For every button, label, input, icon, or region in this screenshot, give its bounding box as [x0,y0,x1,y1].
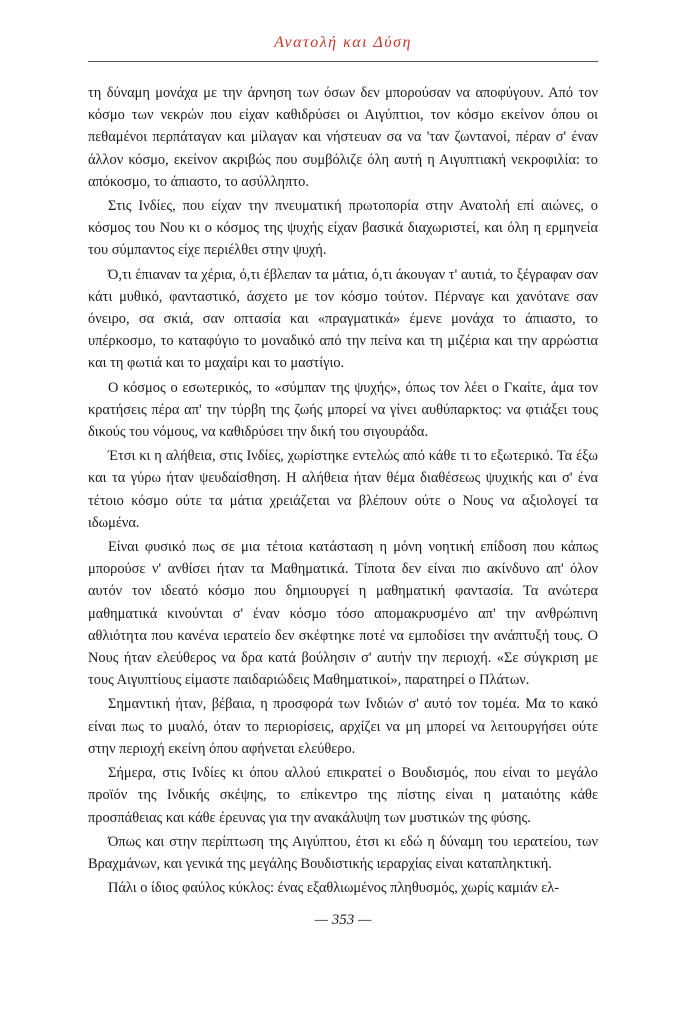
body-text [88,82,598,901]
paragraph: Όπως και στην περίπτωση της Αιγύπτου, έτσι κι εδώ η δύναμη του ιερατείου, των Βραχμάνων, και γενικά της μεγάλης Βουδιστικής ιεραρχίας είναι καταπληκτική. [88,833,598,872]
paragraph: Έτσι κι η αλήθεια, στις Ινδίες, χωρίστηκε εντελώς από κάθε τι το εξωτερικό. Τα έξω και τα γύρω ήταν ψευδαίσθηση. Η αλήθεια ήταν θέμα διαθέσεως ψυχικής και σ' ένα τέτοιο κόσμο ούτε τα μάτια χρειάζεται να βλέπουν ούτε ο Νους να αξιολογεί τα ιδωμένα. [88,448,598,531]
paragraph: Σήμερα, στις Ινδίες κι όπου αλλού επικρατεί ο Βουδισμός, που είναι το μεγάλο προϊόν της Ινδικής σκέψης, το επίκεντρο της πίστης είναι η ματαιότης κάθε προσπάθειας και κάθε έρευνας για την ανακάλυψη των μυστικών της φύσης. [88,765,598,826]
running-title: Ανατολή και Δύση [274,34,412,51]
header-rule [88,61,598,62]
paragraph: Στις Ινδίες, που είχαν την πνευματική πρωτοπορία στην Ανατολή επί αιώνες, ο κόσμος του Νου κι ο κόσμος της ψυχής είχαν βασικά διαχωριστεί, και όλη η ερμηνεία του σύμπαντος είχε περιέλθει στην ψυχή. [88,198,598,259]
paragraph: Είναι φυσικό πως σε μια τέτοια κατάσταση η μόνη νοητική επίδοση που κάπως μπορούσε ν' ανθίσει ήταν τα Μαθηματικά. Τίποτα δεν είναι πιο ακίνδυνο απ' όλον αυτόν τον ιδεατό κόσμο που δημιουργεί η μαθηματική φαντασία. Τα ανώτερα μαθηματικά κινούνται σ' έναν κόσμο τόσο απομακρυσμένο απ' την ανθρώπινη αθλιότητα που κανένα ιερατείο δεν σκέφτηκε ποτέ να εμποδίσει την ανάπτυξή τους. Ο Νους ήταν ελεύθερος να δρα κατά βούλησιν σ' αυτήν την περιοχή. «Σε σύγκριση με τους Αιγυπτίους είμαστε παιδαριώδεις Μαθηματικοί», παρατηρεί ο Πλάτων. [88,539,598,689]
paragraph: τη δύναμη μονάχα με την άρνηση των όσων δεν μπορούσαν να αποφύγουν. Από τον κόσμο των νεκρών που είχαν καθιδρύσει οι Αιγύπτιοι, τον κόσμο εκείνον όπου οι πεθαμένοι περπάταγαν και μίλαγαν και νήστευαν σα να 'ταν ζωντανοί, πέραν σ' έναν άλλον κόσμο, εκείνον ακριβώς που συμβόλιζε όλη αυτή η Αιγυπτιακή νεκροφιλία: το απόκοσμο, το άπιαστο, το ασύλληπτο. [88,85,598,190]
page-number: — 353 — [314,912,372,928]
paragraph: Σημαντική ήταν, βέβαια, η προσφορά των Ινδιών σ' αυτό τον τομέα. Μα το κακό είναι πως το μυαλό, όταν το περιορίσεις, αρχίζει να μη μπορεί να λειτουργήσει ούτε στην περιοχή εκείνη όπου αφήνεται ελεύθερο. [88,696,598,757]
paragraph: Πάλι ο ίδιος φαύλος κύκλος: ένας εξαθλιωμένος πληθυσμός, χωρίς καμιάν ελ- [108,880,560,897]
paragraph: Ό,τι έπιαναν τα χέρια, ό,τι έβλεπαν τα μάτια, ό,τι άκουγαν τ' αυτιά, το ξέγραφαν σαν κάτι μυθικό, φανταστικό, άσχετο με τον κόσμο τούτον. Πέρναγε και χανότανε σαν όνειρο, σα σκιά, σαν οπτασία και «πραγματικά» έμενε μονάχα το άπιαστο, το υπέρκοσμο, το καταφύγιο το μοναδικό από την πείνα και τη μιζέρια και την αρρώστια και τη φωτιά και το μαχαίρι και το μαστίγιο. [88,266,598,372]
paragraph: Ο κόσμος ο εσωτερικός, το «σύμπαν της ψυχής», όπως τον λέει ο Γκαίτε, άμα τον κρατήσεις πέρα απ' την τύρβη της ζωής μπορεί να γίνει αυθύπαρκτος: να φτιάξει τους δικούς του νόμους, να καθιδρύσει την δική του σιγουράδα. [88,379,598,441]
